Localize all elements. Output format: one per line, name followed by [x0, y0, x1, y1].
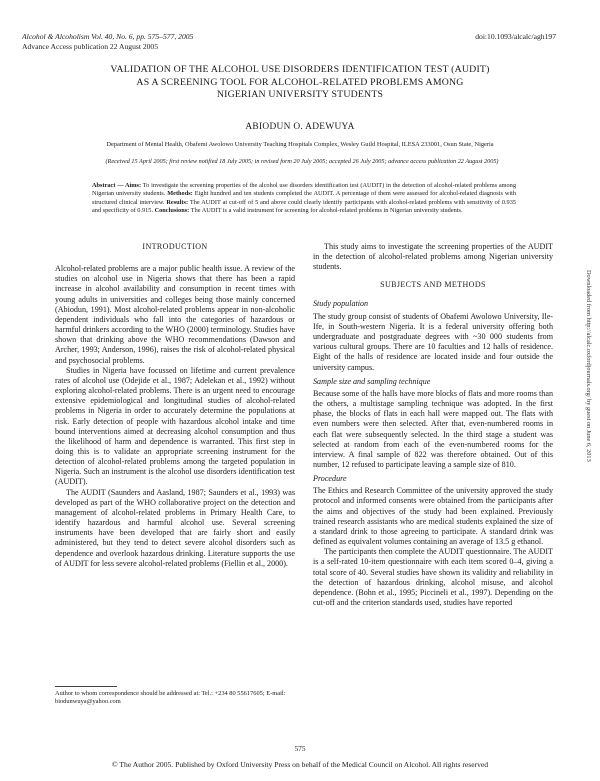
abstract-methods: Eight hundred and ten students completed the AUDIT. A percentage of them were assessed for alcohol-related diagnosis with structured clinical interview.	[92, 190, 517, 206]
copyright-notice: © The Author 2005. Published by Oxford University Press on behalf of the Medical Council on Alcohol. All rights reserved	[111, 760, 489, 769]
abstract-methods-label: Methods:	[167, 190, 193, 198]
page-number: 575	[294, 744, 306, 753]
doi-link[interactable]: doi:10.1093/alcalc/agh197	[475, 32, 556, 41]
abstract-aims: To investigate the screening properties of the alcohol use disorders identification test (AUDIT) in the detection of alcohol-related problems among Nigerian university students.	[92, 182, 516, 198]
received-dates: (Received 15 April 2005; first review notified 18 July 2005; in revised form 20 July 2005; accepted 26 July 2005; advance access publication 22 August 2005)	[105, 158, 499, 165]
download-watermark-text[interactable]: Downloaded from http://alcalc.oxfordjournals.org/ by guest on June 6, 2013	[585, 270, 592, 462]
intro-paragraph-1: Alcohol-related problems are a major public health issue. A review of the studies on alcohol use in Nigeria shows that there has been a rapid increase in alcohol availability and consumption in recent times with young adults in universities and colleges being those mainly concerned (Abiodun, 1991). Most alcohol-related problems appear in non-alcoholic dependent individuals who fall into the categories of hazardous or harmful drinkers according to the WHO (2000) terminology. Studies have shown that drinking above the WHO recommendations (Dawson and Archer, 1993; Anderson, 1996), raises the risk of alcohol-related physical and psychosocial problems.	[55, 264, 295, 365]
subheading-study-population: Study population	[313, 298, 369, 308]
subheading-procedure: Procedure	[313, 474, 347, 484]
correspondence-footnote: Author to whom correspondence should be addressed at: Tel.: +234 80 55617605; E-mail: biodunwuya@yahoo.com	[55, 690, 286, 706]
author-name: ABIODUN O. ADEWUYA	[245, 122, 355, 132]
footnote-rule	[55, 686, 117, 687]
abstract	[92, 182, 516, 215]
author-affiliation: Department of Mental Health, Obafemi Awolowo University Teaching Hospitals Complex, Wesley Guild Hospital, ILESA 233001, Osun State, Nigeria	[106, 141, 494, 148]
sampling-paragraph: Because some of the halls have more blocks of flats and more rooms than the others, a multistage sampling technique was adopted. In the first phase, the blocks of flats in each hall were mapped out. The flats with even numbers were then selected. After that, even-numbered rooms in each flat were subsequently selected. In the third stage a student was selected at random from each of the even-numbered rooms for the interview. A final sample of 822 was therefore obtained. Out of this number, 12 refused to participate leaving a sample size of 810.	[313, 388, 553, 469]
section-heading-methods: SUBJECTS AND METHODS	[380, 280, 486, 290]
advance-access-note: Advance Access publication 22 August 2005	[22, 42, 159, 51]
procedure-paragraph-1: The Ethics and Research Committee of the university approved the study protocol and informed consents were obtained from the participants after the aims and objectives of the study had been explained. Previously trained research assistants who are medical students explained the size of a standard drink to those agreeing to participate. A standard drink was defined as equivalent volumes containing an average of 13.5 g ethanol.	[313, 486, 553, 547]
journal-name: Alcohol & Alcoholism Vol. 40, No. 6, pp. 575–577, 2005	[22, 32, 194, 41]
abstract-conclusions: The AUDIT is a valid instrument for screening for alcohol-related problems in Nigerian university students.	[190, 206, 463, 214]
title-line: VALIDATION OF THE ALCOHOL USE DISORDERS IDENTIFICATION TEST (AUDIT)	[110, 64, 490, 75]
abstract-results: The AUDIT at cut-off of 5 and above could clearly identify participants with alcohol-related problems with sensitivity of 0.935 and specificity of 0.915.	[92, 198, 516, 214]
article-title	[40, 64, 560, 102]
subheading-sampling: Sample size and sampling technique	[313, 376, 431, 386]
section-heading-introduction: INTRODUCTION	[142, 242, 208, 251]
aims-paragraph: This study aims to investigate the screening properties of the AUDIT in the detection of alcohol-related problems among Nigerian university students.	[313, 242, 553, 272]
abstract-label: Abstract — Aims:	[92, 182, 142, 189]
study-population-paragraph: The study group consist of students of Obafemi Awolowo University, Ile-Ife, in South-western Nigeria. It is a federal university offering both undergraduate and postgraduate degrees with ~30 000 students from various cultural groups. There are 10 faculties and 12 halls of residence. Eight of the halls of residence are located inside and four outside the university campus.	[313, 311, 553, 372]
abstract-conclusions-label: Conclusions:	[154, 206, 190, 214]
download-watermark	[583, 270, 593, 560]
right-column	[313, 242, 553, 608]
journal-citation	[22, 32, 193, 42]
left-column	[55, 242, 295, 569]
intro-paragraph-3: The AUDIT (Saunders and Aasland, 1987; Saunders et al., 1993) was developed as part of the WHO collaborative project on the detection and management of alcohol-related problems in Primary Health Care, to identify hazardous and harmful alcohol use. Several screening instruments have been developed that are fairly short and easily administered, but they tend to detect severe alcohol disorders such as dependence and overlook hazardous drinking. Literature supports the use of AUDIT for less severe alcohol-related problems (Fiellin et al., 2000).	[55, 487, 295, 568]
procedure-paragraph-2: The participants then complete the AUDIT questionnaire. The AUDIT is a self-rated 10-item questionnaire with each item scored 0–4, giving a total score of 40. Several studies have shown its validity and reliability in the detection of hazardous drinking, alcohol misuse, and alcohol dependence. (Bohn et al., 1995; Piccineli et al., 1997). Depending on the cut-off and the criterion standards used, studies have reported	[313, 547, 553, 607]
abstract-results-label: Results:	[166, 198, 189, 206]
intro-paragraph-2: Studies in Nigeria have focussed on lifetime and current prevalence rates of alcohol use (Odejide et al., 1987; Adelekan et al., 1992) without exploring alcohol-related problems. There is an urgent need to encourage extensive epidemiological and longitudinal studies of alcohol-related problems in Nigeria in order to accurately determine the populations at risk. Early detection of people with hazardous alcohol intake and time bound interventions aimed at decreasing alcohol consumption and thus the likelihood of harm and dependence is warranted. This first step in doing this is to validate an appropriate screening instrument for the detection of alcohol-related problems among the targeted population in Nigeria. Such an instrument is the alcohol use disorders identification test (AUDIT).	[55, 365, 295, 487]
title-line: NIGERIAN UNIVERSITY STUDENTS	[216, 89, 384, 100]
title-line: AS A SCREENING TOOL FOR ALCOHOL-RELATED PROBLEMS AMONG	[136, 76, 464, 88]
